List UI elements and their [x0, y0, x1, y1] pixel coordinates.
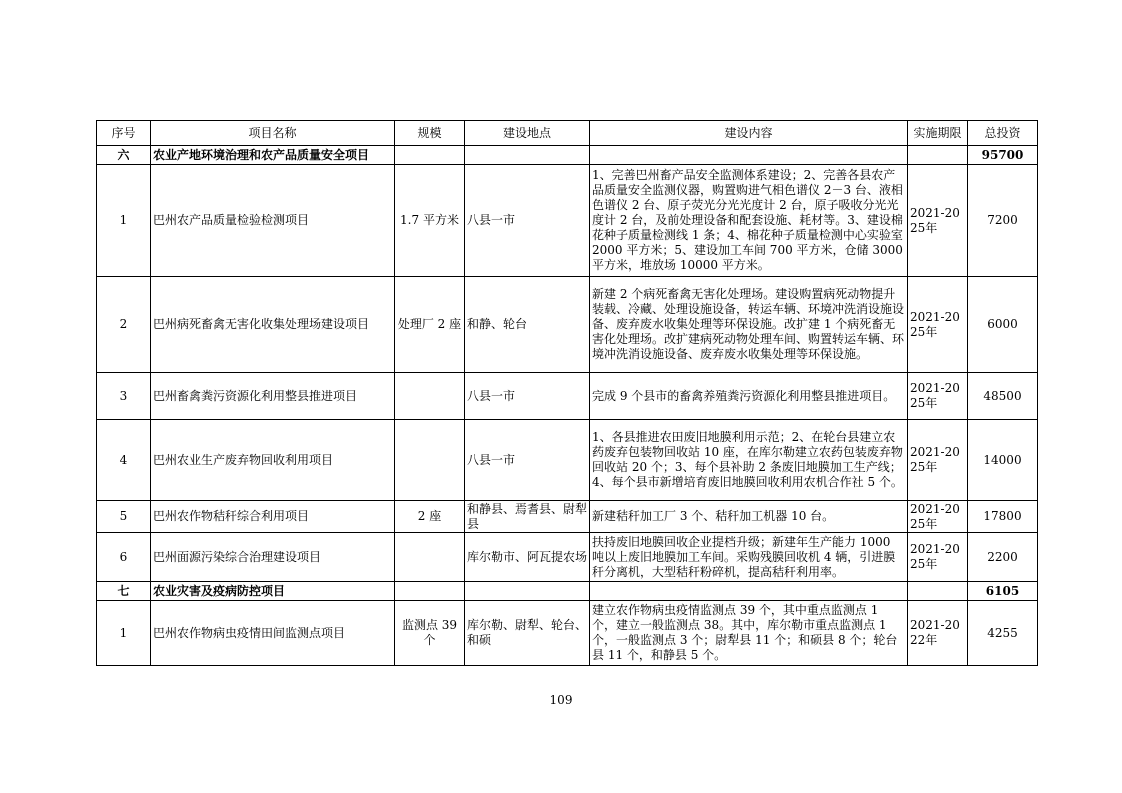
row-period: 2021-2025年 [908, 420, 968, 501]
row-scale: 监测点 39 个 [395, 601, 465, 666]
header-name: 项目名称 [151, 121, 395, 146]
row-content [590, 582, 908, 601]
row-no: 2 [97, 277, 151, 373]
row-period: 2021-2025年 [908, 277, 968, 373]
header-period: 实施期限 [908, 121, 968, 146]
row-no: 5 [97, 501, 151, 533]
header-investment: 总投资 [968, 121, 1038, 146]
row-content: 新建秸秆加工厂 3 个、秸秆加工机器 10 台。 [590, 501, 908, 533]
table-row [97, 420, 1038, 501]
row-investment: 4255 [968, 601, 1038, 666]
row-location [465, 146, 590, 165]
header-location: 建设地点 [465, 121, 590, 146]
row-scale: 1.7 平方米 [395, 165, 465, 277]
row-investment: 95700 [968, 146, 1038, 165]
row-no: 4 [97, 420, 151, 501]
row-investment: 14000 [968, 420, 1038, 501]
row-period: 2021-2025年 [908, 533, 968, 582]
table-row [97, 373, 1038, 420]
row-name: 巴州农作物病虫疫情田间监测点项目 [151, 601, 395, 666]
page-number: 109 [549, 693, 573, 707]
row-scale [395, 533, 465, 582]
row-period: 2021-2025年 [908, 373, 968, 420]
row-scale: 2 座 [395, 501, 465, 533]
row-location: 和静、轮台 [465, 277, 590, 373]
row-content: 1、各县推进农田废旧地膜利用示范；2、在轮台县建立农药废弃包装物回收站 10 座，在库尔勒建立农药包装废弃物回收站 20 个；3、每个县补助 2 条废旧地膜加工生产线；4、每个县市新增培育废旧地膜回收利用农机合作社 5 个。 [590, 420, 908, 501]
row-content: 建立农作物病虫疫情监测点 39 个，其中重点监测点 1 个，建立一般监测点 38。其中，库尔勒市重点监测点 1 个，一般监测点 3 个；尉犁县 11 个；和硕县 8 个；轮台县 11 个，和静县 5 个。 [590, 601, 908, 666]
table-row [97, 533, 1038, 582]
row-investment: 2200 [968, 533, 1038, 582]
row-no: 1 [97, 165, 151, 277]
row-scale [395, 373, 465, 420]
section-row [97, 582, 1038, 601]
row-name: 农业产地环境治理和农产品质量安全项目 [151, 146, 395, 165]
header-content: 建设内容 [590, 121, 908, 146]
row-location: 八县一市 [465, 373, 590, 420]
table-row [97, 165, 1038, 277]
row-content: 新建 2 个病死畜禽无害化处理场。建设购置病死动物提升装载、冷藏、处理设施设备，转运车辆、环境冲洗消设施设备、废弃废水收集处理等环保设施。改扩建 1 个病死畜无害化处理场。改扩建病死动物处理车间、购置转运车辆、环境冲洗消设施设备、废弃废水收集处理等环保设施。 [590, 277, 908, 373]
row-content: 扶持废旧地膜回收企业提档升级；新建年生产能力 1000 吨以上废旧地膜加工车间。采购残膜回收机 4 辆，引进膜秆分离机，大型秸秆粉碎机，提高秸秆利用率。 [590, 533, 908, 582]
row-content: 完成 9 个县市的畜禽养殖粪污资源化利用整县推进项目。 [590, 373, 908, 420]
table-row [97, 601, 1038, 666]
section-row [97, 146, 1038, 165]
row-scale: 处理厂 2 座 [395, 277, 465, 373]
row-name: 巴州畜禽粪污资源化利用整县推进项目 [151, 373, 395, 420]
row-name: 巴州病死畜禽无害化收集处理场建设项目 [151, 277, 395, 373]
row-investment: 6000 [968, 277, 1038, 373]
row-name: 巴州面源污染综合治理建设项目 [151, 533, 395, 582]
row-scale [395, 420, 465, 501]
row-location: 库尔勒、尉犁、轮台、和硕 [465, 601, 590, 666]
row-period [908, 146, 968, 165]
header-scale: 规模 [395, 121, 465, 146]
row-location: 和静县、焉耆县、尉犁县 [465, 501, 590, 533]
row-no: 六 [97, 146, 151, 165]
row-no: 七 [97, 582, 151, 601]
row-investment: 7200 [968, 165, 1038, 277]
row-period [908, 582, 968, 601]
row-no: 6 [97, 533, 151, 582]
table-header-row [97, 121, 1038, 146]
row-period: 2021-2025年 [908, 501, 968, 533]
row-content: 1、完善巴州畜产品安全监测体系建设；2、完善各县农产品质量安全监测仪器，购置购进气相色谱仪 2－3 台、液相色谱仪 2 台、原子荧光分光光度计 2 台，原子吸收分光光度计 2 台，及前处理设备和配套设施、耗材等。3、建设棉花种子质量检测线 1 条；4、棉花种子质量检测中心实验室 2000 平方米；5、建设加工车间 700 平方米，仓储 3000 平方米，堆放场 10000 平方米。 [590, 165, 908, 277]
row-investment: 48500 [968, 373, 1038, 420]
row-period: 2021-2025年 [908, 165, 968, 277]
row-no: 1 [97, 601, 151, 666]
row-investment: 6105 [968, 582, 1038, 601]
row-name: 巴州农业生产废弃物回收利用项目 [151, 420, 395, 501]
table-row [97, 277, 1038, 373]
row-location: 八县一市 [465, 165, 590, 277]
row-location [465, 582, 590, 601]
row-content [590, 146, 908, 165]
header-no: 序号 [97, 121, 151, 146]
row-name: 巴州农作物秸秆综合利用项目 [151, 501, 395, 533]
row-name: 巴州农产品质量检验检测项目 [151, 165, 395, 277]
project-table [96, 120, 1038, 666]
row-no: 3 [97, 373, 151, 420]
table-row [97, 501, 1038, 533]
row-location: 库尔勒市、阿瓦提农场 [465, 533, 590, 582]
row-period: 2021-2022年 [908, 601, 968, 666]
row-investment: 17800 [968, 501, 1038, 533]
row-scale [395, 146, 465, 165]
row-name: 农业灾害及疫病防控项目 [151, 582, 395, 601]
row-location: 八县一市 [465, 420, 590, 501]
row-scale [395, 582, 465, 601]
